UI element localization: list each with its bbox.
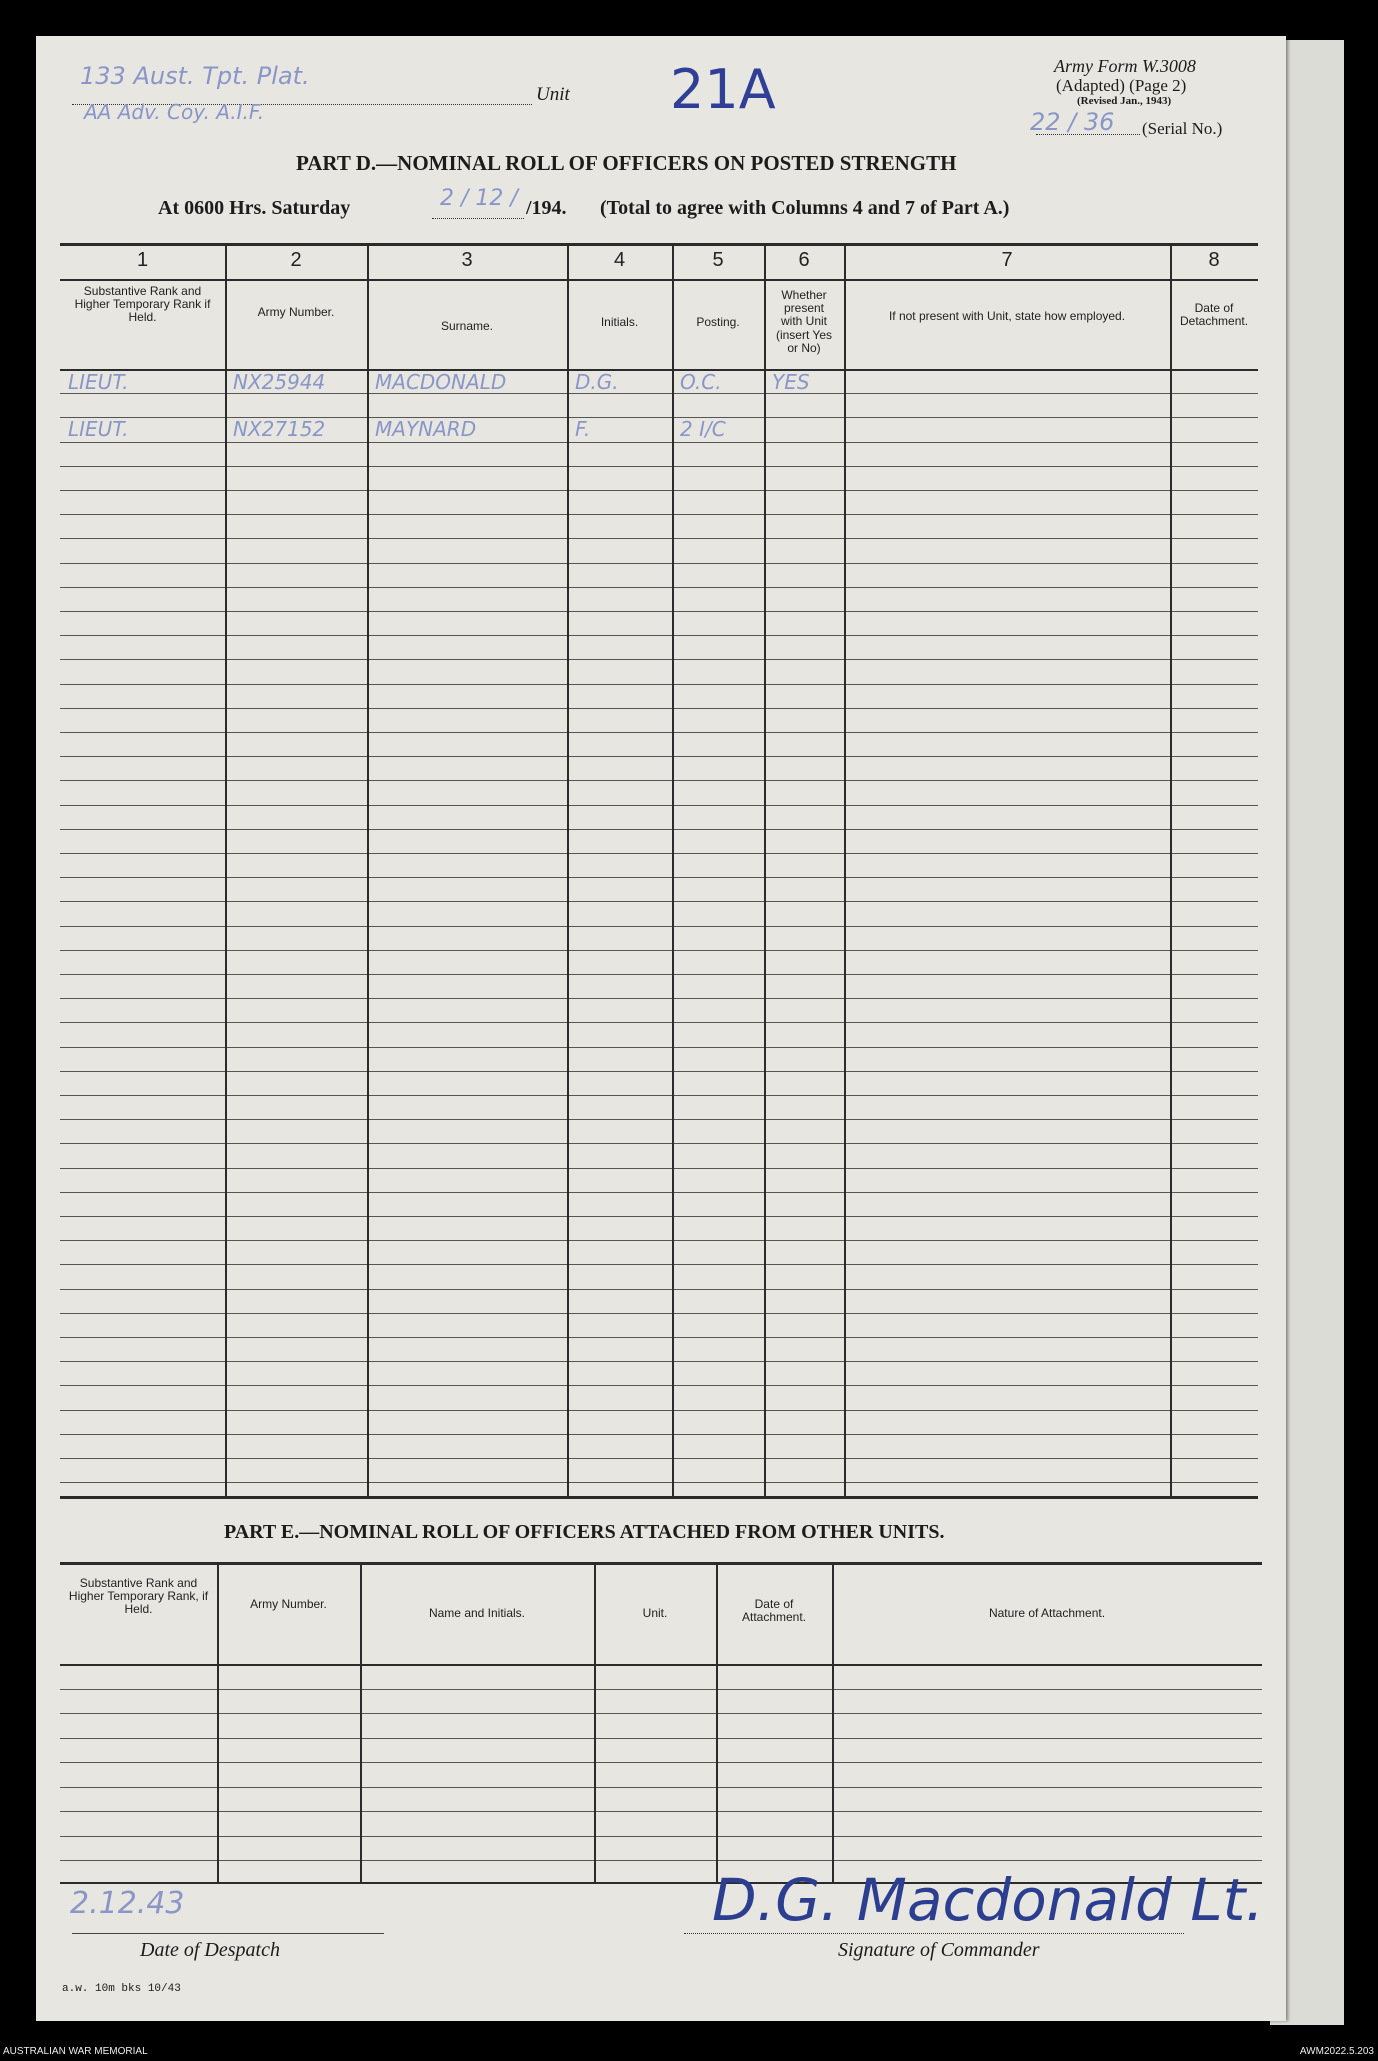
form-sheet: [36, 36, 1286, 2021]
part-d-column-divider: [567, 243, 569, 1496]
part-d-row-line: [60, 442, 1258, 443]
part-e-row-line: [60, 1811, 1262, 1812]
part-d-column-divider: [1170, 243, 1172, 1496]
part-e-column-divider: [594, 1562, 596, 1882]
column-2-number: 2: [290, 249, 302, 271]
part-e-column-divider: [832, 1562, 834, 1882]
officer-rank-cell: LIEUT.: [68, 370, 129, 394]
part-e-row-line: [60, 1762, 1262, 1763]
part-d-column-divider: [764, 243, 766, 1496]
archive-reference: AWM2022.5.203: [1299, 2046, 1374, 2057]
part-e-column-6-header: Nature of Attachment.: [988, 1606, 1106, 1620]
part-d-column-divider: [367, 243, 369, 1496]
part-d-bottom-rule: [60, 1496, 1258, 1499]
part-d-row-line: [60, 901, 1258, 902]
part-d-title: PART D.—NOMINAL ROLL OF OFFICERS ON POSTED STRENGTH: [296, 151, 957, 175]
part-d-at-label: At 0600 Hrs. Saturday: [158, 197, 351, 219]
part-d-row-line: [60, 611, 1258, 612]
part-d-year-label: /194.: [526, 197, 567, 219]
part-d-row-line: [60, 1337, 1258, 1338]
part-d-row-line: [60, 563, 1258, 564]
despatch-date-line: [72, 1933, 384, 1934]
part-e-row-line: [60, 1713, 1262, 1714]
part-e-column-divider: [716, 1562, 718, 1882]
column-6-number: 6: [798, 249, 810, 271]
part-e-row-line: [60, 1738, 1262, 1739]
part-d-row-line: [60, 1095, 1258, 1096]
unit-handwritten-line2: AA Adv. Coy. A.I.F.: [84, 100, 265, 124]
part-d-row-line: [60, 635, 1258, 636]
serial-label: (Serial No.): [1142, 119, 1223, 138]
part-d-row-line: [60, 926, 1258, 927]
part-e-row-line: [60, 1860, 1262, 1861]
officer-posting-cell: 2 I/C: [680, 417, 726, 441]
part-d-top-rule: [60, 243, 1258, 246]
part-d-row-line: [60, 805, 1258, 806]
serial-handwritten: 22 / 36: [1030, 108, 1115, 136]
part-d-row-line: [60, 1482, 1258, 1483]
date-dotted-line: [432, 218, 524, 219]
part-e-column-2-header: Army Number.: [250, 1597, 327, 1611]
officer-number-cell: NX25944: [233, 370, 326, 394]
unit-handwritten-line1: 133 Aust. Tpt. Plat.: [80, 62, 310, 90]
officer-rank-cell: LIEUT.: [68, 417, 129, 441]
part-d-row-line: [60, 1458, 1258, 1459]
part-d-row-line: [60, 1240, 1258, 1241]
part-e-top-rule: [60, 1562, 1262, 1565]
part-d-row-line: [60, 1361, 1258, 1362]
column-3-number: 3: [461, 249, 473, 271]
part-d-row-line: [60, 1313, 1258, 1314]
part-d-row-line: [60, 466, 1258, 467]
part-d-row-line: [60, 1047, 1258, 1048]
column-4-number: 4: [613, 249, 626, 271]
part-d-row-line: [60, 877, 1258, 878]
column-8-number: 8: [1208, 249, 1220, 271]
column-5-number: 5: [712, 249, 724, 271]
part-d-row-line: [60, 732, 1258, 733]
date-handwritten: 2 / 12 /: [440, 186, 518, 211]
column-7-header: If not present with Unit, state how employed.: [888, 309, 1126, 323]
archive-label: AUSTRALIAN WAR MEMORIAL: [3, 2046, 148, 2057]
part-d-row-line: [60, 998, 1258, 999]
column-8-header: Date of Detachment.: [1180, 301, 1249, 329]
column-5-header: Posting.: [696, 315, 740, 329]
part-d-row-line: [60, 1119, 1258, 1120]
part-e-row-line: [60, 1689, 1262, 1690]
part-d-row-line: [60, 708, 1258, 709]
part-e-column-5-header: Date of Attachment.: [741, 1597, 807, 1625]
part-d-row-line: [60, 1434, 1258, 1435]
despatch-date-handwritten: 2.12.43: [70, 1886, 185, 1921]
form-adapted: (Adapted) (Page 2): [1056, 76, 1187, 95]
officer-posting-cell: O.C.: [680, 370, 722, 394]
column-4-header: Initials.: [600, 315, 639, 329]
column-1-number: 1: [136, 249, 149, 271]
date-of-despatch-label: Date of Despatch: [140, 1939, 280, 1961]
commander-signature: D.G. Macdonald Lt.: [712, 1866, 1264, 1934]
part-d-total-note: (Total to agree with Columns 4 and 7 of Part A.): [600, 197, 1010, 219]
part-e-column-divider: [360, 1562, 362, 1882]
part-d-row-line: [60, 1022, 1258, 1023]
part-d-number-rule: [60, 279, 1258, 281]
part-d-row-line: [60, 1192, 1258, 1193]
part-d-row-line: [60, 950, 1258, 951]
part-d-column-divider: [672, 243, 674, 1496]
part-d-row-line: [60, 1143, 1258, 1144]
part-d-row-line: [60, 1289, 1258, 1290]
column-6-header: Whether present with Unit (insert Yes or No): [775, 288, 833, 355]
officer-present-cell: YES: [772, 370, 810, 394]
part-d-row-line: [60, 684, 1258, 685]
column-7-number: 7: [1001, 249, 1013, 271]
part-e-column-1-header: Substantive Rank and Higher Temporary Rank, if Held.: [68, 1576, 209, 1617]
column-2-header: Army Number.: [257, 305, 335, 319]
part-d-row-line: [60, 1264, 1258, 1265]
part-d-row-line: [60, 538, 1258, 539]
part-e-column-divider: [217, 1562, 219, 1882]
part-e-column-3-header: Name and Initials.: [428, 1606, 526, 1620]
column-1-header: Substantive Rank and Higher Temporary Rank if Held.: [74, 284, 211, 325]
part-e-column-4-header: Unit.: [642, 1606, 668, 1620]
part-d-row-line: [60, 1410, 1258, 1411]
officer-surname-cell: MAYNARD: [375, 417, 477, 441]
part-d-row-line: [60, 587, 1258, 588]
part-d-row-line: [60, 659, 1258, 660]
part-d-row-line: [60, 853, 1258, 854]
form-name: Army Form W.3008: [1054, 56, 1196, 76]
part-e-row-line: [60, 1836, 1262, 1837]
part-d-row-line: [60, 1385, 1258, 1386]
part-e-header-rule: [60, 1664, 1262, 1666]
part-d-row-line: [60, 780, 1258, 781]
part-d-column-divider: [844, 243, 846, 1496]
part-d-row-line: [60, 490, 1258, 491]
print-code: a.w. 10m bks 10/43: [62, 1983, 181, 1995]
column-3-header: Surname.: [440, 319, 494, 333]
part-d-row-line: [60, 514, 1258, 515]
part-d-column-divider: [225, 243, 227, 1496]
part-e-row-line: [60, 1787, 1262, 1788]
officer-initials-cell: F.: [575, 417, 591, 441]
form-revised: (Revised Jan., 1943): [1077, 95, 1172, 107]
part-d-row-line: [60, 974, 1258, 975]
form-number-handwritten: 21A: [670, 58, 776, 121]
part-d-row-line: [60, 1071, 1258, 1072]
signature-dotted-line: [684, 1933, 1184, 1934]
signature-of-commander-label: Signature of Commander: [838, 1939, 1040, 1961]
part-d-row-line: [60, 829, 1258, 830]
officer-initials-cell: D.G.: [575, 370, 619, 394]
officer-number-cell: NX27152: [233, 417, 326, 441]
part-d-row-line: [60, 1168, 1258, 1169]
part-d-row-line: [60, 756, 1258, 757]
unit-label: Unit: [536, 84, 570, 105]
part-d-row-line: [60, 1216, 1258, 1217]
officer-surname-cell: MACDONALD: [375, 370, 507, 394]
part-e-title: PART E.—NOMINAL ROLL OF OFFICERS ATTACHED FROM OTHER UNITS.: [224, 1521, 945, 1543]
